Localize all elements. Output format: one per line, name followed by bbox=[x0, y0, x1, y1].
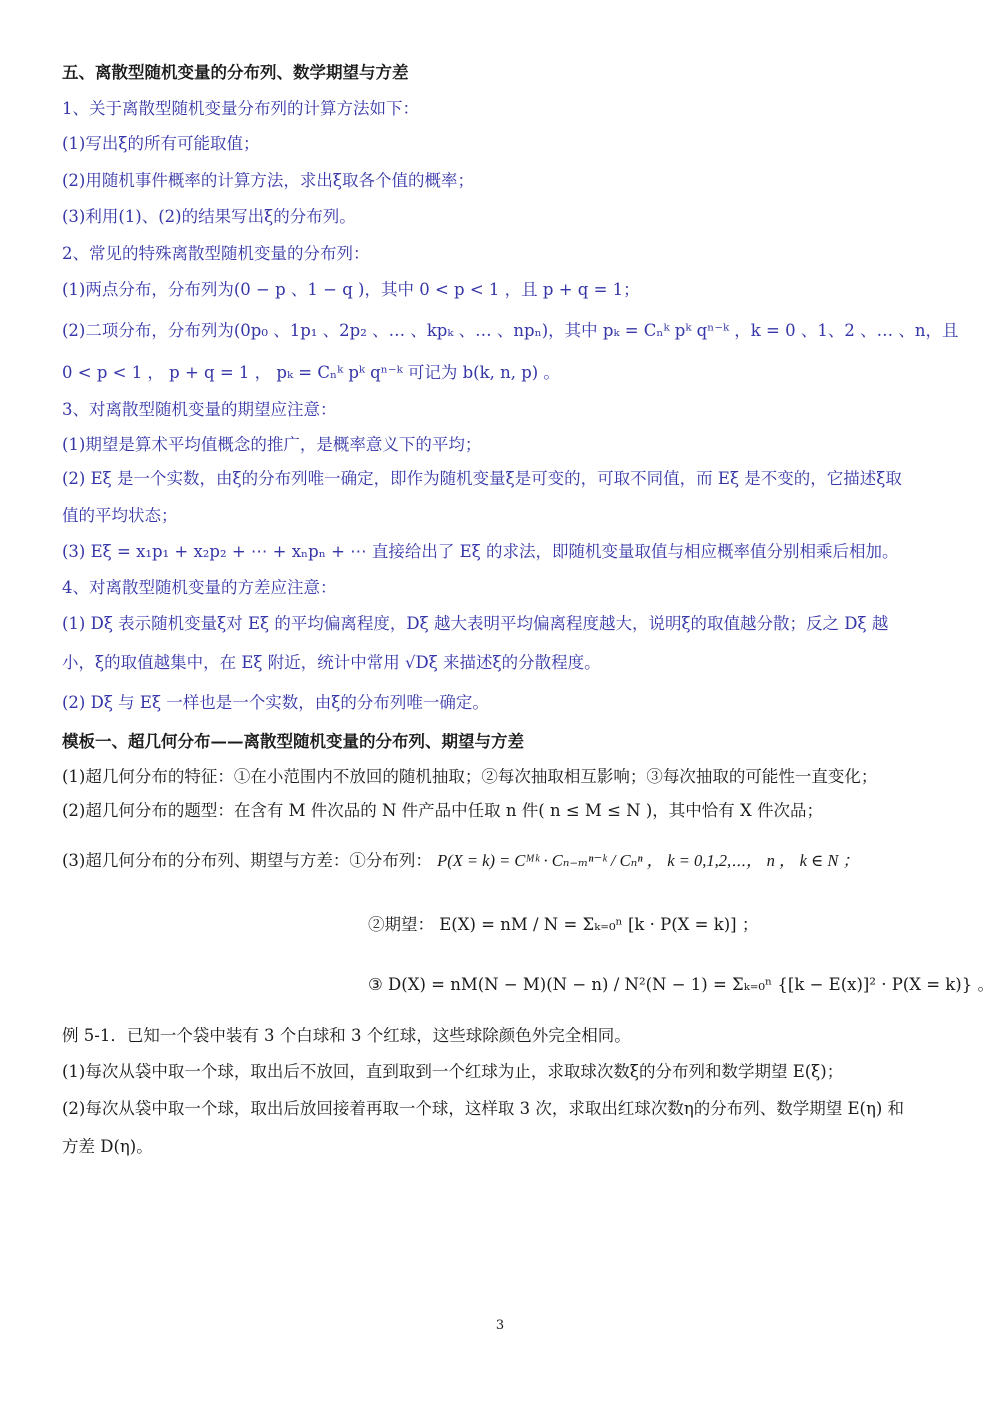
template-formula-intro bbox=[62, 850, 940, 872]
p1-title: 1、关于离散型随机变量分布列的计算方法如下： bbox=[62, 99, 419, 118]
p1-item-2: (2)用随机事件概率的计算方法，求出ξ取各个值的概率； bbox=[62, 171, 474, 190]
p2-item-2: (2)二项分布，分布列为(0p₀ 、1p₁ 、2p₂ 、… 、kpₖ 、… 、npₙ)，其中 pₖ = Cₙᵏ pᵏ qⁿ⁻ᵏ ，k = 0 、1、2 、… 、n，且 bbox=[62, 321, 959, 340]
p2-title: 2、常见的特殊离散型随机变量的分布列： bbox=[62, 244, 370, 263]
p3-item-1: (1)期望是算术平均值概念的推广，是概率意义下的平均； bbox=[62, 435, 482, 454]
example-item-1: (1)每次从袋中取一个球，取出后不放回，直到取到一个红球为止，求取球次数ξ的分布列和数学期望 E(ξ)； bbox=[62, 1062, 844, 1081]
template-item-2: (2)超几何分布的题型：在含有 M 件次品的 N 件产品中任取 n 件( n ≤ M ≤ N )，其中恰有 X 件次品； bbox=[62, 801, 823, 820]
p2-item-3: 0 < p < 1 ， p + q = 1 ， pₖ = Cₙᵏ pᵏ qⁿ⁻ᵏ 可记为 b(k, n, p) 。 bbox=[62, 363, 560, 382]
p4-title: 4、对离散型随机变量的方差应注意： bbox=[62, 578, 337, 597]
p4-item-2: (2) Dξ 与 Eξ 一样也是一个实数，由ξ的分布列唯一确定。 bbox=[62, 693, 489, 712]
example-item-2-cont: 方差 D(η)。 bbox=[62, 1137, 153, 1156]
formula-variance: ③ D(X) = nM(N − M)(N − n) / N²(N − 1) = Σₖ₌₀ⁿ {[k − E(x)]² · P(X = k)} 。 bbox=[368, 975, 994, 994]
p4-item-1-cont: 小，ξ的取值越集中，在 Eξ 附近，统计中常用 √Dξ 来描述ξ的分散程度。 bbox=[62, 653, 601, 672]
template-heading: 模板一、超几何分布——离散型随机变量的分布列、期望与方差 bbox=[62, 732, 524, 751]
p1-item-1: (1)写出ξ的所有可能取值； bbox=[62, 134, 260, 153]
p2-item-1: (1)两点分布，分布列为(0 − p 、1 − q )，其中 0 < p < 1 ，且 p + q = 1； bbox=[62, 280, 640, 299]
formula-intro-text: (3)超几何分布的分布列、期望与方差：①分布列： bbox=[62, 851, 432, 870]
section-heading: 五、离散型随机变量的分布列、数学期望与方差 bbox=[62, 63, 409, 82]
p3-title: 3、对离散型随机变量的期望应注意： bbox=[62, 400, 337, 419]
page-number: 3 bbox=[495, 1318, 505, 1333]
p3-item-2: (2) Eξ 是一个实数，由ξ的分布列唯一确定，即作为随机变量ξ是可变的，可取不同值，而 Eξ 是不变的，它描述ξ取 bbox=[62, 469, 902, 488]
formula-distribution: P(X = k) = Cᴹᵏ · Cₙ₋ₘⁿ⁻ᵏ / Cₙⁿ ， k = 0,1,2,⋯， n ， k ∈ N ； bbox=[437, 851, 859, 870]
example-item-2: (2)每次从袋中取一个球，取出后放回接着再取一个球，这样取 3 次，求取出红球次数η的分布列、数学期望 E(η) 和 bbox=[62, 1099, 905, 1118]
formula-expectation: ②期望： E(X) = nM / N = Σₖ₌₀ⁿ [k · P(X = k)] ； bbox=[368, 915, 759, 934]
example-title: 例 5-1．已知一个袋中装有 3 个白球和 3 个红球，这些球除颜色外完全相同。 bbox=[62, 1026, 631, 1045]
p4-item-1: (1) Dξ 表示随机变量ξ对 Eξ 的平均偏离程度，Dξ 越大表明平均偏离程度越大，说明ξ的取值越分散；反之 Dξ 越 bbox=[62, 614, 889, 633]
p1-item-3: (3)利用(1)、(2)的结果写出ξ的分布列。 bbox=[62, 207, 356, 226]
template-item-1: (1)超几何分布的特征：①在小范围内不放回的随机抽取；②每次抽取相互影响；③每次抽取的可能性一直变化； bbox=[62, 767, 878, 786]
p3-item-3: (3) Eξ = x₁p₁ + x₂p₂ + ⋯ + xₙpₙ + ⋯ 直接给出了 Eξ 的求法，即随机变量取值与相应概率值分别相乘后相加。 bbox=[62, 542, 899, 561]
p3-item-2-cont: 值的平均状态； bbox=[62, 506, 178, 525]
